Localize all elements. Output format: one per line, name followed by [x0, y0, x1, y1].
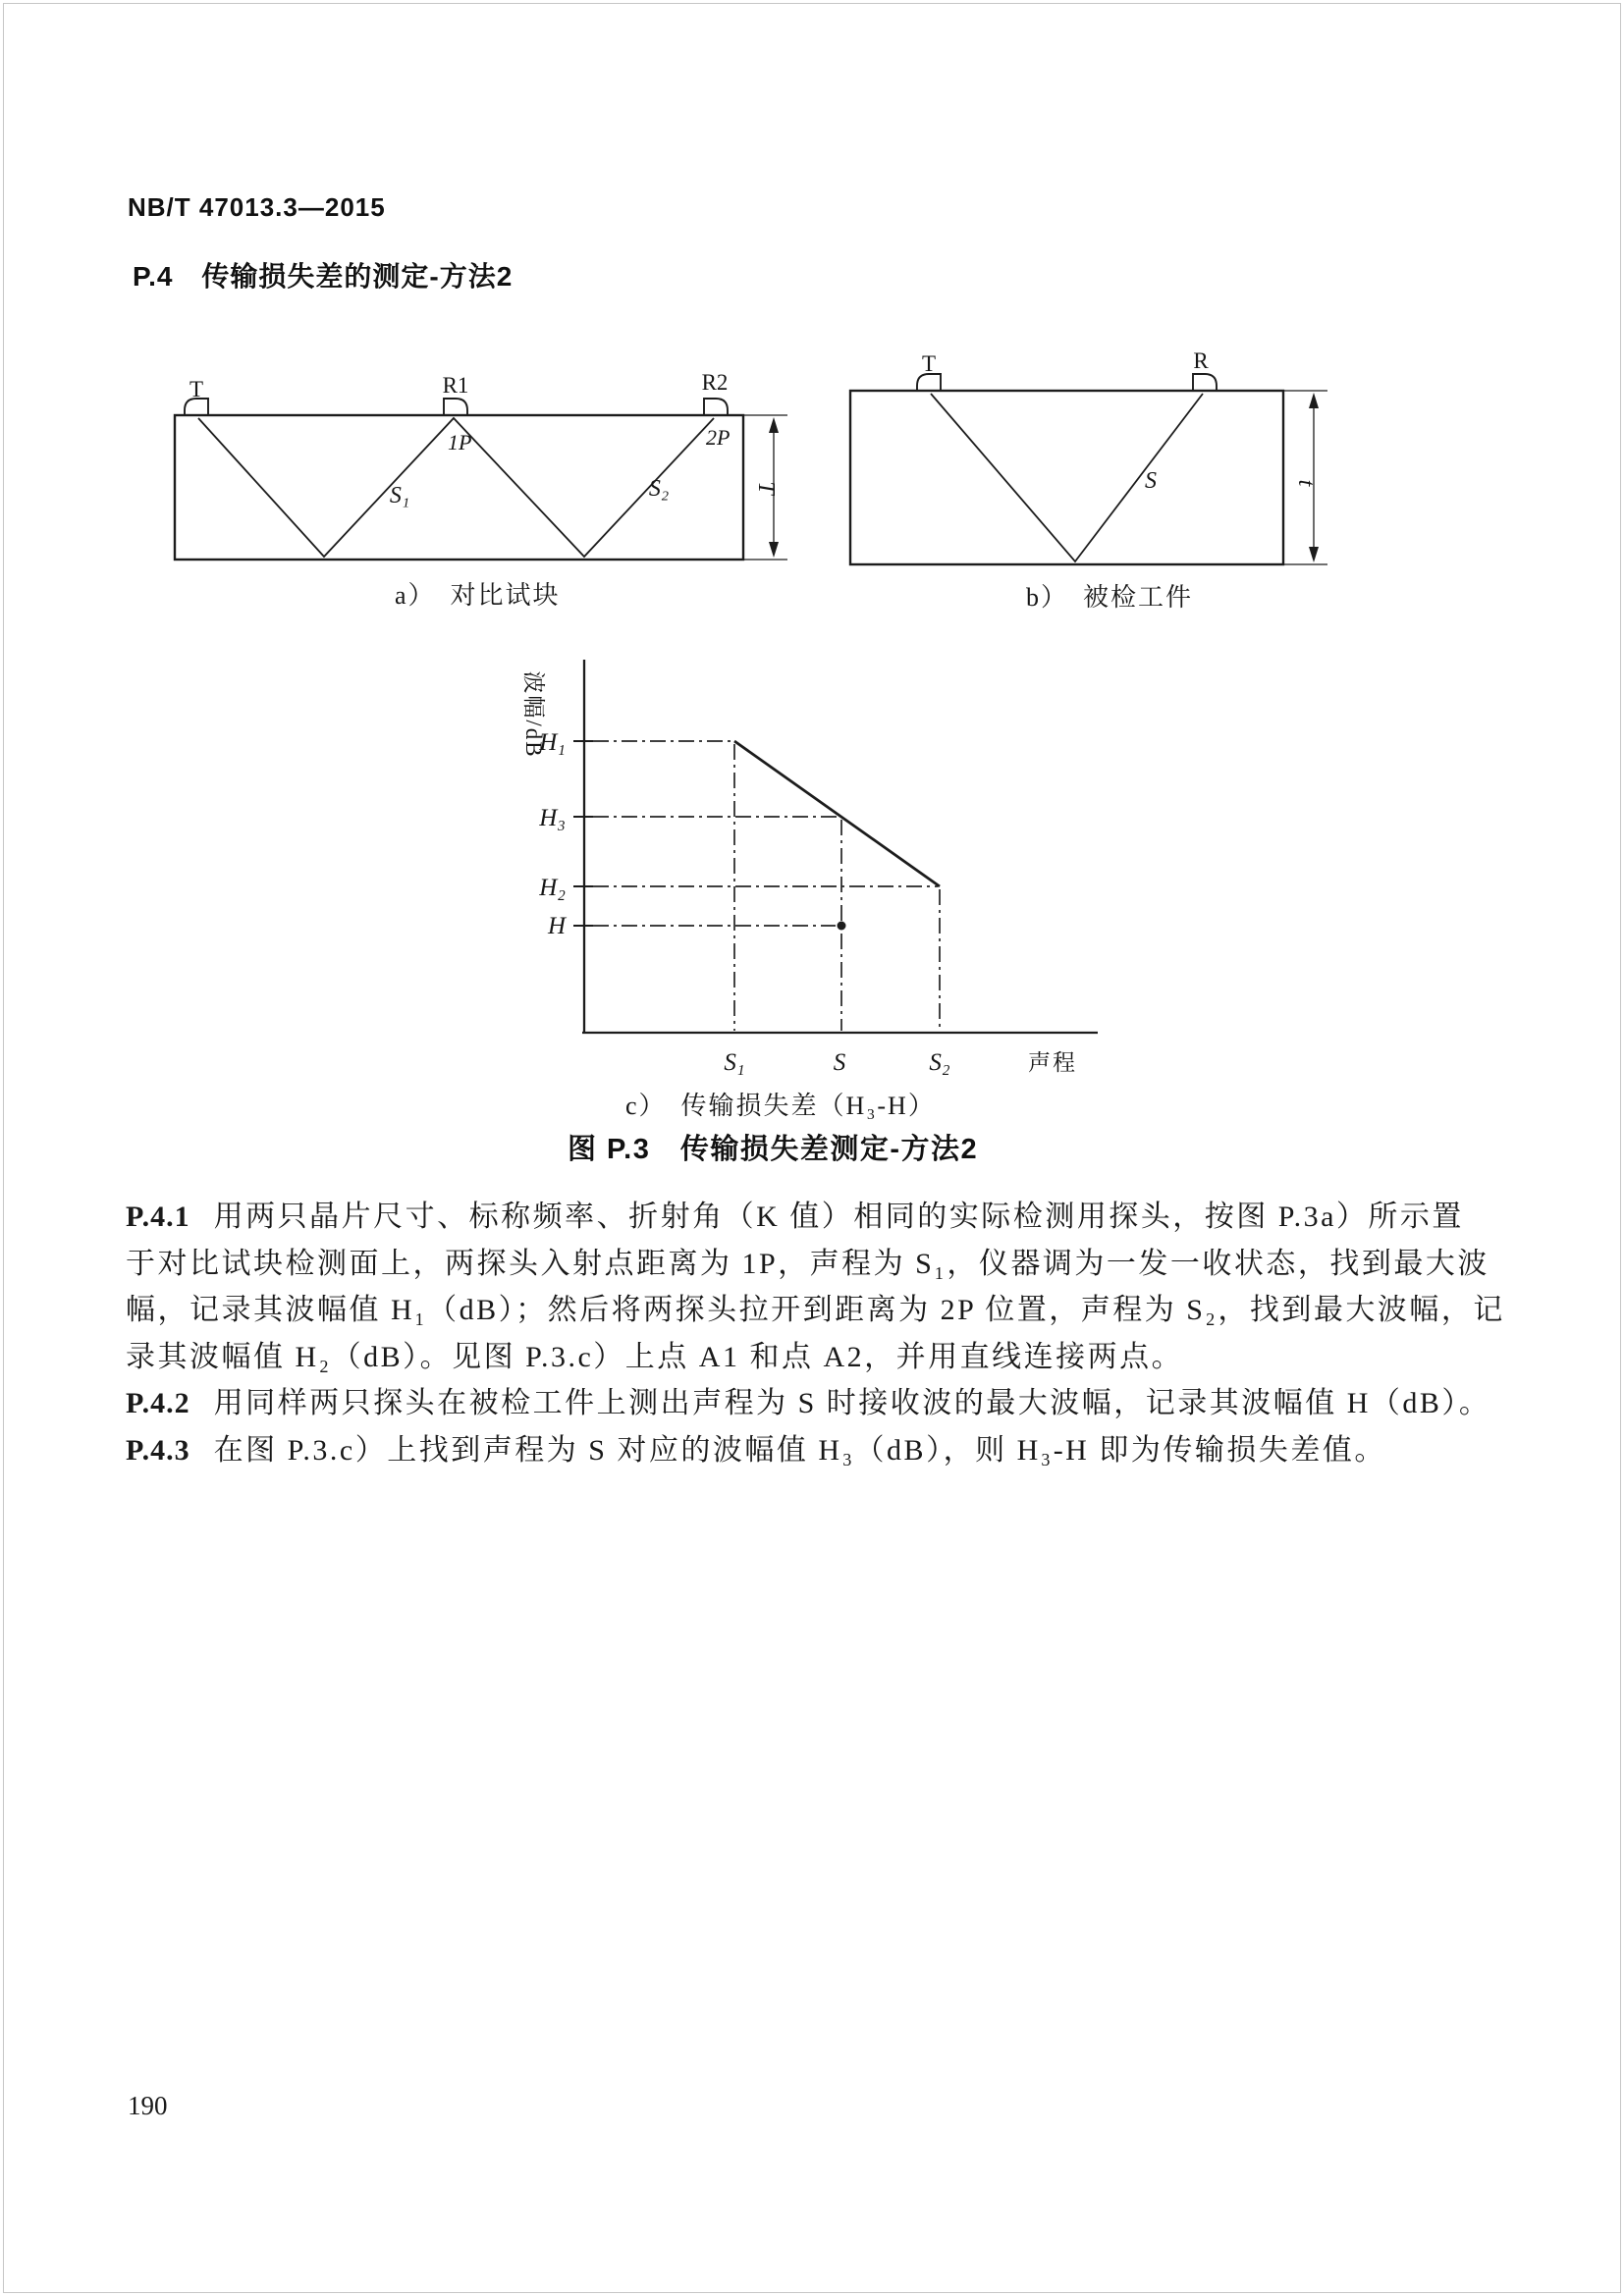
probe-t-icon	[917, 374, 941, 390]
clause-p41-line3: 幅，记录其波幅值 H₁（dB）；然后将两探头拉开到距离为 2P 位置，声程为 S₂，找到最大波幅，记	[126, 1294, 1505, 1326]
x-tick-s2: S₂	[929, 1049, 950, 1076]
dimension-arrow-down	[1309, 547, 1319, 562]
section-title: P.4 传输损失差的测定-方法2	[133, 261, 514, 292]
x-tick-s: S	[833, 1049, 846, 1076]
y-tick-h: H	[547, 913, 566, 939]
x-tick-s1: S₁	[724, 1049, 745, 1076]
clause-text: 在图 P.3.c）上找到声程为 S 对应的波幅值 H₃（dB），则 H₃-H 即为传输损失差值。	[213, 1433, 1386, 1467]
clause-number-p41: P.4.1	[126, 1201, 190, 1233]
workpiece-outline	[850, 391, 1283, 564]
thickness-t-label: T	[753, 481, 779, 495]
clause-number-p42: P.4.2	[126, 1387, 190, 1419]
y-tick-h1: H₁	[539, 729, 566, 756]
page-number: 190	[128, 2091, 168, 2120]
y-tick-h3: H₃	[539, 805, 566, 831]
probe-r-label: R	[1193, 348, 1209, 373]
clause-p41-line1	[126, 1194, 1510, 1241]
sound-path-s2-label: S₂	[648, 476, 670, 502]
measured-point-s-h	[838, 922, 846, 931]
x-axis-title: 声程	[1028, 1050, 1077, 1075]
caption-a: a） 对比试块	[395, 581, 561, 610]
skip-distance-2p-label: 2P	[706, 425, 731, 450]
y-tick-h2: H₂	[539, 875, 566, 901]
clause-p41-line2: 于对比试块检测面上，两探头入射点距离为 1P，声程为 S₁，仪器调为一发一收状态，找到最大波	[126, 1247, 1489, 1280]
probe-r2-icon	[704, 399, 728, 414]
caption-b: b） 被检工件	[1026, 583, 1194, 612]
y-axis-title: 波幅/dB	[521, 670, 546, 759]
dimension-arrow-up	[769, 417, 779, 433]
probe-r1-icon	[444, 399, 467, 414]
standard-code: NB/T 47013.3—2015	[128, 192, 386, 222]
probe-t-label: T	[189, 377, 204, 401]
clause-number-p43: P.4.3	[126, 1433, 190, 1467]
dimension-arrow-up	[1309, 393, 1319, 408]
sound-path-s-label: S	[1145, 468, 1157, 494]
probe-t-label: T	[921, 351, 937, 376]
probe-r-icon	[1193, 374, 1217, 390]
thickness-dimension-lines	[1283, 391, 1327, 564]
v-beam-path	[931, 394, 1203, 561]
probe-r2-label: R2	[701, 370, 729, 395]
clause-p42-line1	[126, 1380, 1510, 1427]
body-text	[126, 1194, 1510, 1473]
dimension-arrow-down	[769, 542, 779, 558]
chart-c-transmission-loss	[486, 633, 1124, 1085]
a1-a2-line	[734, 741, 940, 886]
clause-text: 用两只晶片尺寸、标称频率、折射角（K 值）相同的实际检测用探头，按图 P.3a）所示置	[213, 1201, 1464, 1233]
clause-p41-line4: 录其波幅值 H₂（dB）。见图 P.3.c）上点 A1 和点 A2，并用直线连接两点。	[126, 1340, 1184, 1373]
sound-path-s1-label: S₁	[389, 483, 410, 508]
clause-text: 用同样两只探头在被检工件上测出声程为 S 时接收波的最大波幅，记录其波幅值 H（dB）。	[213, 1387, 1491, 1419]
skip-distance-1p-label: 1P	[448, 430, 472, 454]
figure-title: 图 P.3 传输损失差测定-方法2	[568, 1134, 979, 1165]
caption-c: c） 传输损失差（H₃-H）	[625, 1092, 936, 1120]
clause-p43-line1	[126, 1427, 1510, 1474]
thickness-t-label: t	[1293, 479, 1319, 487]
probe-r1-label: R1	[442, 373, 469, 398]
